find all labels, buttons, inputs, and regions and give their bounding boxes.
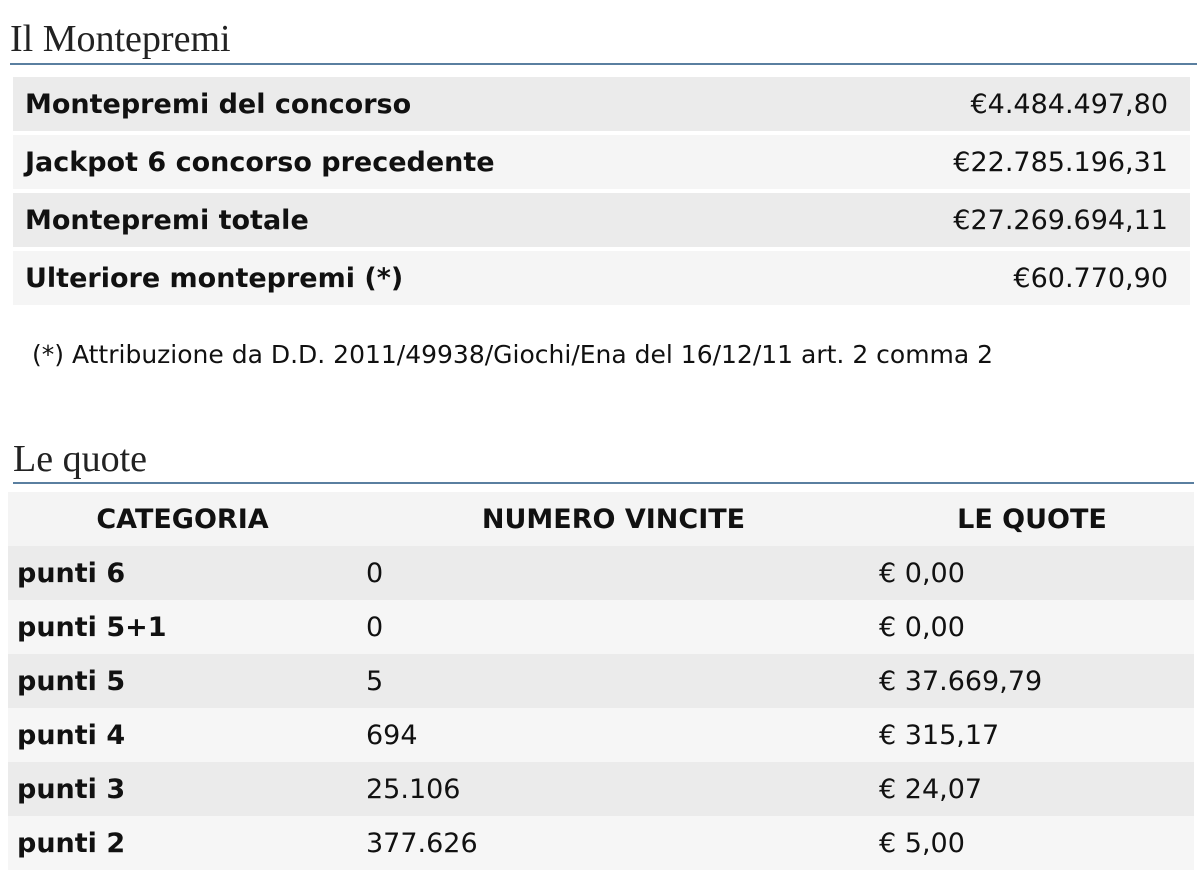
vincite-cell: 0	[357, 546, 870, 600]
summary-value: €22.785.196,31	[953, 146, 1168, 178]
quota-cell: € 0,00	[870, 600, 1194, 654]
categoria-cell: punti 3	[8, 762, 357, 816]
column-header-categoria: CATEGORIA	[8, 492, 357, 546]
quota-cell: € 0,00	[870, 546, 1194, 600]
table-row	[8, 708, 1194, 762]
categoria-cell: punti 2	[8, 816, 357, 870]
summary-value: €4.484.497,80	[970, 88, 1168, 120]
categoria-cell: punti 6	[8, 546, 357, 600]
quote-table-header-row	[8, 492, 1194, 546]
vincite-cell: 25.106	[357, 762, 870, 816]
column-header-le-quote: LE QUOTE	[870, 492, 1194, 546]
summary-row-concorso	[13, 77, 1190, 131]
quote-title-rule	[13, 482, 1194, 484]
montepremi-title-rule	[10, 63, 1197, 65]
quota-cell: € 315,17	[870, 708, 1194, 762]
table-row	[8, 654, 1194, 708]
summary-label: Montepremi del concorso	[25, 88, 412, 120]
quota-cell: € 24,07	[870, 762, 1194, 816]
quota-cell: € 37.669,79	[870, 654, 1194, 708]
summary-label: Ulteriore montepremi (*)	[25, 262, 404, 294]
quote-title: Le quote	[13, 438, 148, 480]
categoria-cell: punti 5+1	[8, 600, 357, 654]
vincite-cell: 0	[357, 600, 870, 654]
categoria-cell: punti 4	[8, 708, 357, 762]
summary-label: Montepremi totale	[25, 204, 309, 236]
categoria-cell: punti 5	[8, 654, 357, 708]
vincite-cell: 377.626	[357, 816, 870, 870]
montepremi-title: Il Montepremi	[10, 18, 231, 60]
summary-row-jackpot	[13, 135, 1190, 189]
table-row	[8, 600, 1194, 654]
vincite-cell: 5	[357, 654, 870, 708]
summary-value: €27.269.694,11	[953, 204, 1168, 236]
montepremi-summary	[13, 77, 1190, 309]
table-row	[8, 762, 1194, 816]
summary-label: Jackpot 6 concorso precedente	[25, 146, 495, 178]
summary-row-ulteriore	[13, 251, 1190, 305]
quota-cell: € 5,00	[870, 816, 1194, 870]
summary-row-totale	[13, 193, 1190, 247]
quote-table	[8, 492, 1194, 870]
summary-value: €60.770,90	[1013, 262, 1168, 294]
table-row	[8, 546, 1194, 600]
vincite-cell: 694	[357, 708, 870, 762]
montepremi-footnote: (*) Attribuzione da D.D. 2011/49938/Giochi/Ena del 16/12/11 art. 2 comma 2	[32, 340, 994, 369]
table-row	[8, 816, 1194, 870]
column-header-numero-vincite: NUMERO VINCITE	[357, 492, 870, 546]
